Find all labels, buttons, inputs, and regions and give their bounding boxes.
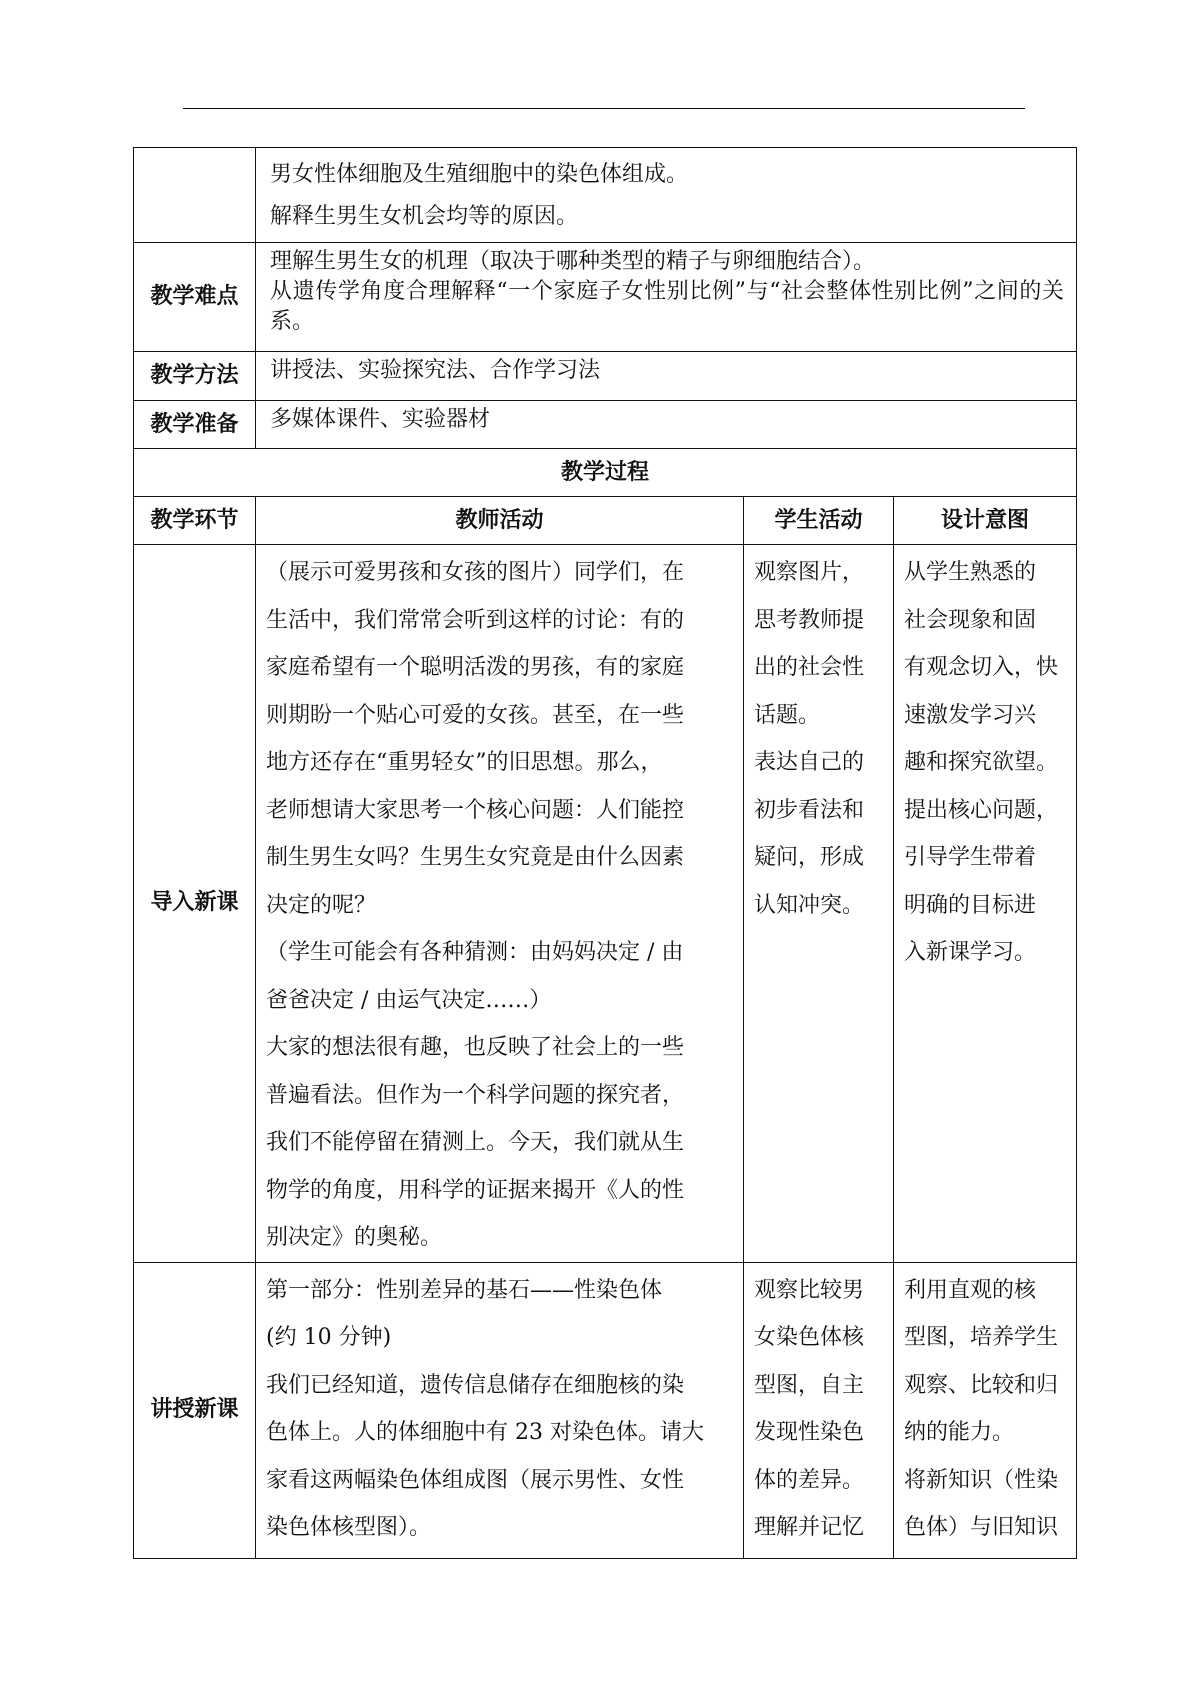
- design-intent: [894, 1262, 1077, 1558]
- row-process-title: [134, 449, 1077, 497]
- text-line: 理解并记忆: [754, 1515, 865, 1540]
- process-title: 教学过程: [134, 449, 1077, 497]
- text-line: 生活中，我们常常会听到这样的讨论：有的: [266, 607, 685, 633]
- text-line: 男女性体细胞及生殖细胞中的染色体组成。: [270, 162, 689, 187]
- text-line: 理解生男生女的机理（取决于哪种类型的精子与卵细胞结合）。: [270, 249, 876, 274]
- text-line: 大家的想法很有趣，也反映了社会上的一些: [266, 1035, 685, 1060]
- text-line: 观察比较男: [754, 1277, 865, 1303]
- text-line: 地方还存在“重男轻女”的旧思想。那么，: [266, 750, 663, 775]
- text-line: 社会现象和固: [904, 607, 1037, 633]
- row-column-headers: [134, 497, 1077, 545]
- row-label: 教学难点: [134, 243, 256, 352]
- text-line: 解释生男生女机会均等的原因。: [270, 204, 579, 229]
- text-line: 染色体核型图）。: [266, 1515, 432, 1540]
- text-line: 我们已经知道，遗传信息储存在细胞核的染: [266, 1372, 685, 1398]
- teacher-activity: [256, 1262, 744, 1558]
- text-line: 色体）与旧知识: [904, 1515, 1059, 1540]
- text-line: 思考教师提: [754, 607, 865, 633]
- text-line: 普遍看法。但作为一个科学问题的探究者，: [266, 1082, 685, 1108]
- text-line: 物学的角度，用科学的证据来揭开《人的性: [266, 1177, 685, 1203]
- text-line: （学生可能会有各种猜测：由妈妈决定 / 由: [266, 940, 684, 965]
- row-label: [134, 148, 256, 243]
- column-header: 设计意图: [894, 497, 1077, 545]
- row-content: [256, 243, 1077, 352]
- teacher-activity: [256, 545, 744, 1263]
- text-line: 入新课学习。: [904, 940, 1037, 965]
- text-line: 家看这两幅染色体组成图（展示男性、女性: [266, 1467, 685, 1493]
- text-line: 体的差异。: [754, 1467, 865, 1493]
- text-line: 家庭希望有一个聪明活泼的男孩，有的家庭: [266, 655, 685, 680]
- stage-label: 导入新课: [134, 545, 256, 1263]
- text-line: 决定的呢？: [266, 892, 377, 918]
- text-line: 初步看法和: [754, 797, 865, 823]
- row-content: [256, 148, 1077, 243]
- row-section-intro: [134, 545, 1077, 1263]
- row-content: [256, 352, 1077, 401]
- text-line: 多媒体课件、实验器材: [270, 407, 491, 432]
- text-line: 讲授法、实验探究法、合作学习法: [270, 358, 601, 383]
- text-line: 色体上。人的体细胞中有 23 对染色体。请大: [266, 1420, 704, 1445]
- text-line: 将新知识（性染: [904, 1467, 1059, 1493]
- text-line: 有观念切入，快: [904, 655, 1059, 680]
- lesson-plan-table: [133, 147, 1077, 1559]
- text-line: (约 10 分钟): [266, 1325, 392, 1350]
- text-line: 认知冲突。: [754, 892, 865, 918]
- row-label: 教学方法: [134, 352, 256, 401]
- text-line: 观察、比较和归: [904, 1372, 1059, 1398]
- student-activity: [744, 1262, 894, 1558]
- row-difficulties: [134, 243, 1077, 352]
- text-line: 型图，自主: [754, 1372, 865, 1398]
- row-content: [256, 401, 1077, 449]
- text-line: 我们不能停留在猜测上。今天，我们就从生: [266, 1130, 685, 1155]
- text-line: 明确的目标进: [904, 892, 1037, 918]
- row-preparation: [134, 401, 1077, 449]
- row-label: 教学准备: [134, 401, 256, 449]
- text-line: 提出核心问题，: [904, 797, 1059, 823]
- text-line: 老师想请大家思考一个核心问题：人们能控: [266, 797, 685, 823]
- column-header: 教学环节: [134, 497, 256, 545]
- row-methods: [134, 352, 1077, 401]
- text-line: 出的社会性: [754, 655, 865, 680]
- design-intent: [894, 545, 1077, 1263]
- text-line: 爸爸决定 / 由运气决定……）: [266, 987, 552, 1013]
- text-line: 纳的能力。: [904, 1420, 1015, 1445]
- column-header: 教师活动: [256, 497, 744, 545]
- text-line: 型图，培养学生: [904, 1325, 1059, 1350]
- text-line: 疑问，形成: [754, 845, 865, 870]
- text-line: 从遗传学角度合理解释“一个家庭子女性别比例”与“社会整体性别比例”之间的关系。: [270, 279, 1065, 334]
- row-key-points: [134, 148, 1077, 243]
- header-rule: [183, 108, 1025, 109]
- text-line: 表达自己的: [754, 750, 865, 775]
- text-line: 则期盼一个贴心可爱的女孩。甚至，在一些: [266, 702, 685, 728]
- text-line: （展示可爱男孩和女孩的图片）同学们，在: [266, 560, 685, 585]
- column-header: 学生活动: [744, 497, 894, 545]
- text-line: 速激发学习兴: [904, 702, 1037, 728]
- text-line: 女染色体核: [754, 1325, 865, 1350]
- text-line: 别决定》的奥秘。: [266, 1225, 443, 1250]
- stage-label: 讲授新课: [134, 1262, 256, 1558]
- text-line: 第一部分：性别差异的基石——性染色体: [266, 1277, 663, 1303]
- text-line: 话题。: [754, 702, 821, 728]
- text-line: 从学生熟悉的: [904, 560, 1037, 585]
- text-line: 利用直观的核: [904, 1277, 1037, 1303]
- text-line: 制生男生女吗？生男生女究竟是由什么因素: [266, 845, 685, 870]
- student-activity: [744, 545, 894, 1263]
- text-line: 观察图片，: [754, 560, 865, 585]
- row-section-new-lesson: [134, 1262, 1077, 1558]
- text-line: 引导学生带着: [904, 845, 1037, 870]
- text-line: 趣和探究欲望。: [904, 750, 1059, 775]
- text-line: 发现性染色: [754, 1420, 865, 1445]
